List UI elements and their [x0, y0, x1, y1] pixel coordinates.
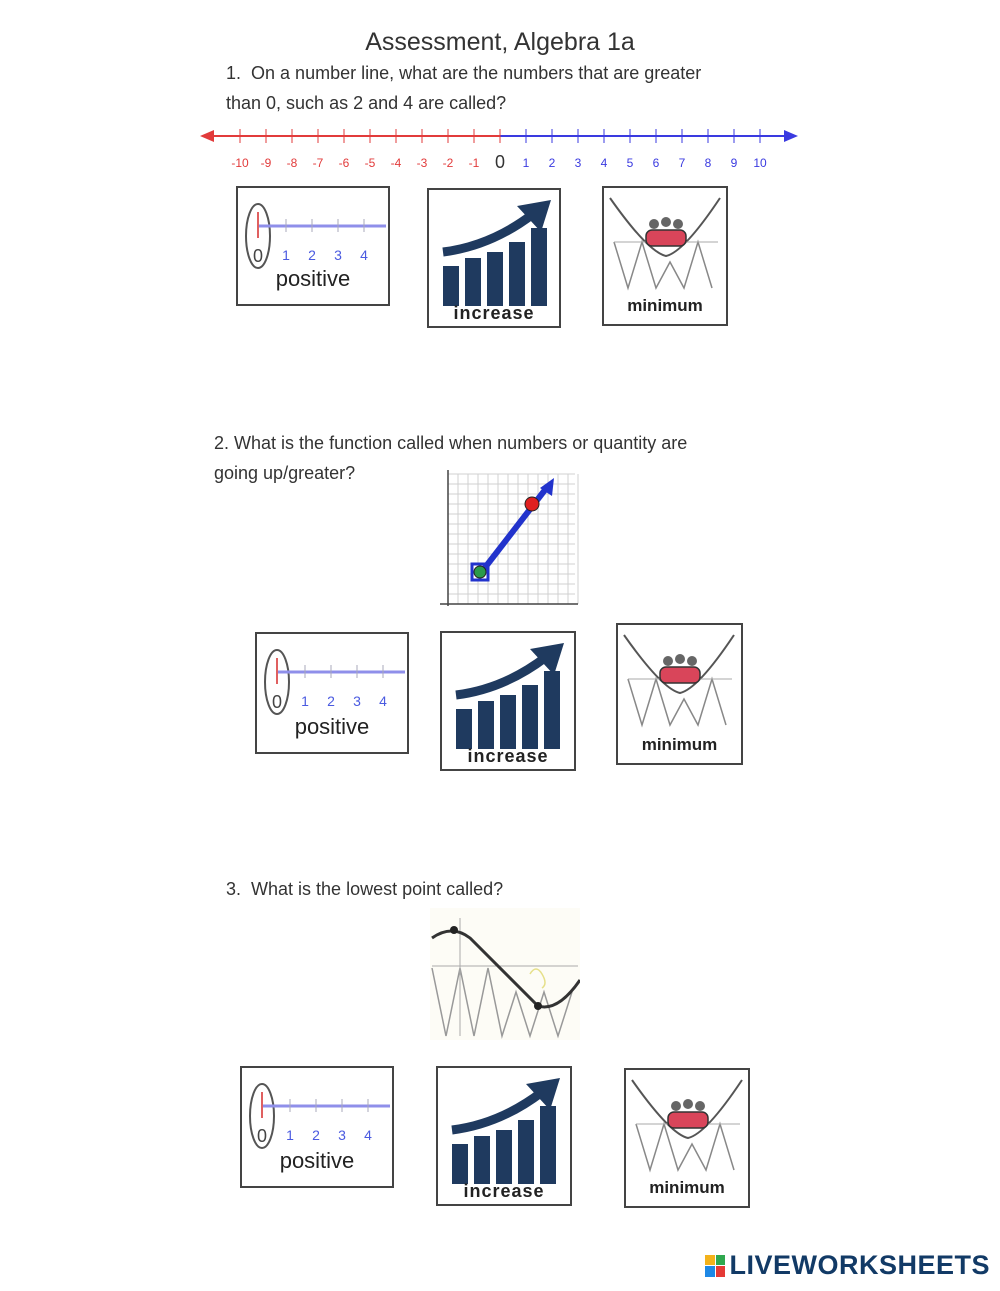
question-2-text-line2: going up/greater?	[214, 463, 356, 483]
roller-coaster-icon	[630, 1074, 744, 1174]
question-1	[226, 58, 826, 118]
svg-text:2: 2	[327, 693, 335, 709]
max-point-icon	[450, 926, 458, 934]
nl-label-pos: 7	[678, 156, 686, 170]
nl-label-neg: -1	[468, 156, 480, 170]
liveworksheets-logo-icon	[705, 1255, 725, 1277]
nl-label-neg: -4	[390, 156, 402, 170]
nl-label-neg: -3	[416, 156, 428, 170]
svg-text:0: 0	[271, 692, 283, 712]
question-2-text-line1: What is the function called when numbers or quantity are	[234, 433, 688, 453]
question-1-text-line1: On a number line, what are the numbers that are greater	[251, 63, 702, 83]
increase-label: increase	[467, 746, 549, 766]
end-point-icon	[525, 497, 539, 511]
minimum-label: minimum	[641, 735, 718, 754]
positive-label: positive	[294, 714, 370, 739]
minimum-label: minimum	[627, 296, 703, 315]
svg-text:0: 0	[256, 1126, 268, 1146]
nl-label-zero: 0	[494, 152, 506, 172]
left-arrow-icon	[200, 130, 214, 142]
nl-label-pos: 5	[626, 156, 634, 170]
q1-choice-increase[interactable]	[427, 188, 561, 328]
positive-label: positive	[279, 1148, 355, 1173]
positive-number-line-icon	[242, 1074, 392, 1154]
nl-label-pos: 3	[574, 156, 582, 170]
roller-coaster-icon	[622, 629, 736, 729]
svg-text:2: 2	[312, 1127, 320, 1143]
question-1-text-line2: than 0, such as 2 and 4 are called?	[226, 93, 507, 113]
nl-label-pos: 9	[730, 156, 738, 170]
svg-text:3: 3	[353, 693, 361, 709]
svg-text:4: 4	[360, 247, 368, 263]
increase-label: increase	[453, 303, 535, 323]
positive-label: positive	[275, 266, 351, 291]
min-point-icon	[534, 1002, 542, 1010]
svg-text:2: 2	[308, 247, 316, 263]
increase-label: increase	[463, 1181, 545, 1201]
question-3-text-line1: What is the lowest point called?	[251, 879, 504, 899]
start-point-icon	[474, 566, 486, 578]
q3-choice-minimum[interactable]	[624, 1068, 750, 1208]
roller-coaster-icon	[608, 192, 722, 292]
svg-text:3: 3	[334, 247, 342, 263]
svg-text:1: 1	[282, 247, 290, 263]
nl-label-pos: 4	[600, 156, 608, 170]
question-2-number: 2.	[214, 433, 230, 453]
nl-label-neg: -5	[364, 156, 376, 170]
increase-chart-icon	[454, 641, 566, 749]
svg-text:0: 0	[252, 246, 264, 266]
svg-text:1: 1	[286, 1127, 294, 1143]
nl-label-neg: -8	[286, 156, 298, 170]
nl-label-pos: 8	[704, 156, 712, 170]
q2-choice-increase[interactable]	[440, 631, 576, 771]
svg-text:4: 4	[379, 693, 387, 709]
q2-choice-minimum[interactable]	[616, 623, 743, 765]
svg-text:4: 4	[364, 1127, 372, 1143]
positive-number-line-icon	[238, 194, 388, 274]
right-arrow-icon	[784, 130, 798, 142]
svg-text:1: 1	[301, 693, 309, 709]
liveworksheets-brand	[705, 1250, 990, 1281]
number-line	[198, 122, 802, 178]
question-3-number: 3.	[226, 879, 242, 899]
nl-label-pos: 2	[548, 156, 556, 170]
increasing-line-graph	[430, 466, 580, 614]
question-3	[226, 874, 826, 904]
q3-choice-increase[interactable]	[436, 1066, 572, 1206]
nl-label-neg: -9	[260, 156, 272, 170]
lowest-point-graph	[430, 908, 580, 1040]
nl-label-neg: -2	[442, 156, 454, 170]
page-title: Assessment, Algebra 1a	[365, 28, 635, 56]
positive-number-line-icon	[257, 640, 407, 720]
minimum-label: minimum	[649, 1178, 725, 1197]
increase-chart-icon	[450, 1076, 562, 1184]
q1-choice-minimum[interactable]	[602, 186, 728, 326]
nl-label-neg: -7	[312, 156, 324, 170]
increase-chart-icon	[441, 198, 553, 306]
brand-name: LIVEWORKSHEETS	[729, 1250, 990, 1280]
q2-choice-positive[interactable]	[255, 632, 409, 754]
q3-choice-positive[interactable]	[240, 1066, 394, 1188]
nl-label-neg: -6	[338, 156, 350, 170]
svg-text:3: 3	[338, 1127, 346, 1143]
question-1-number: 1.	[226, 63, 242, 83]
nl-label-neg: -10	[231, 156, 249, 170]
nl-label-pos: 1	[522, 156, 530, 170]
q1-choice-positive[interactable]	[236, 186, 390, 306]
nl-label-pos: 6	[652, 156, 660, 170]
nl-label-pos: 10	[753, 156, 767, 170]
